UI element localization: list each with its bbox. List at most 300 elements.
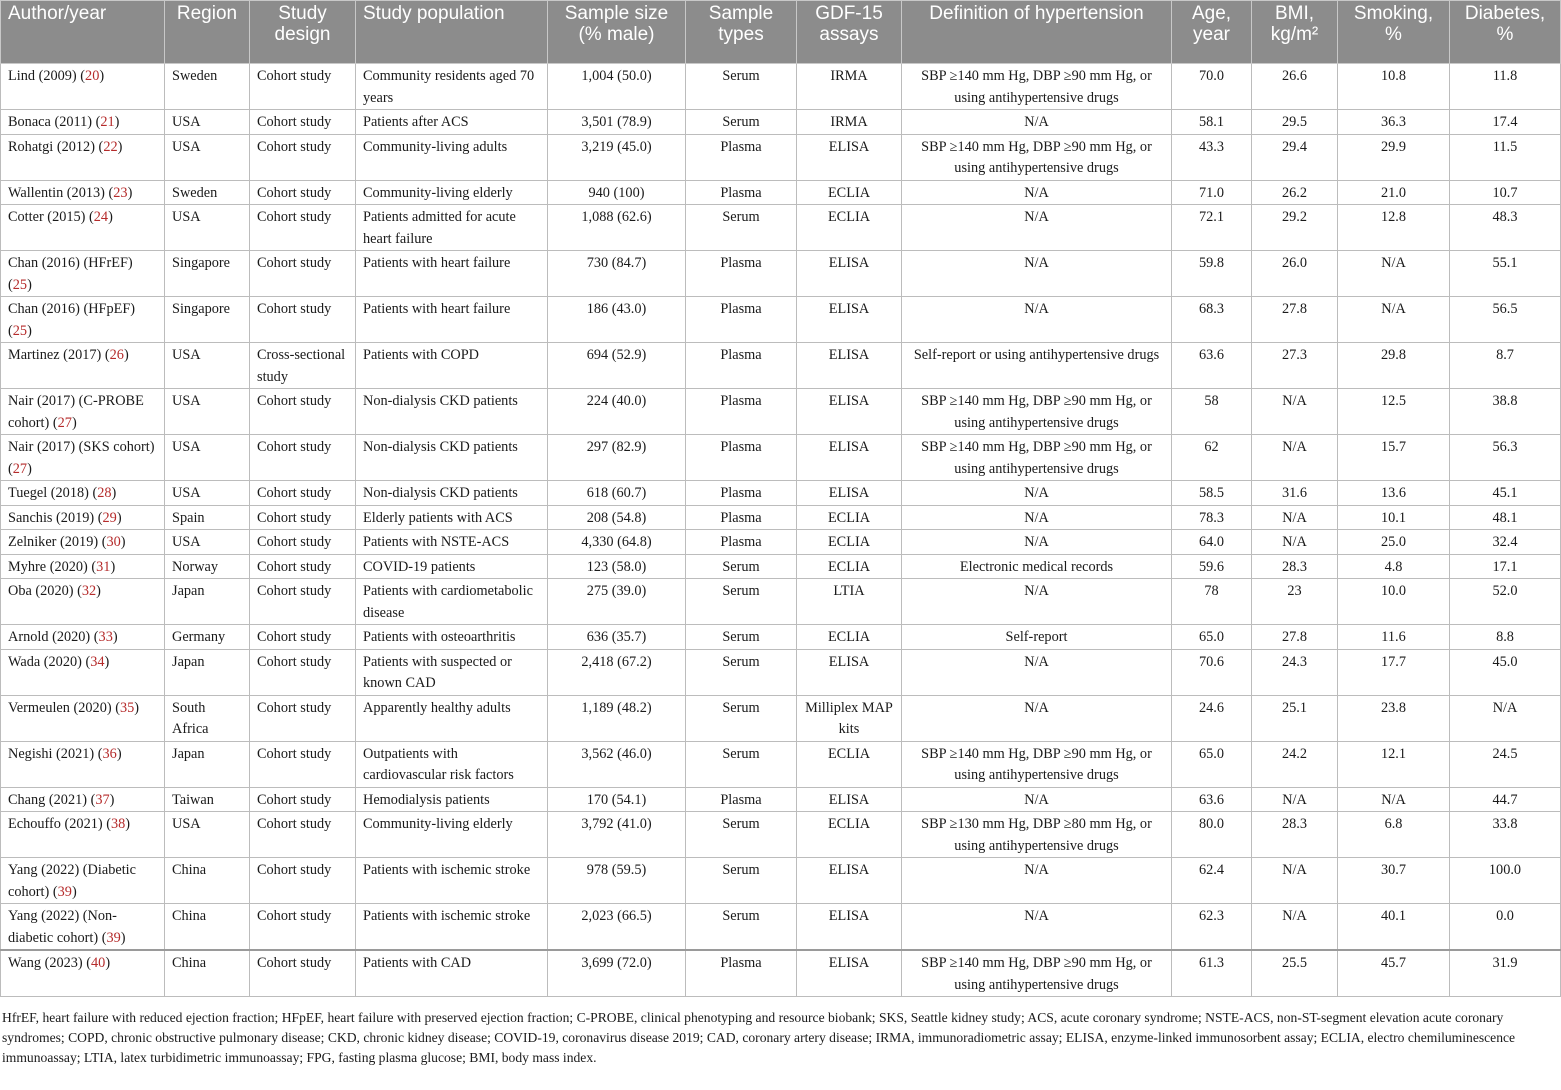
header-hypertension-definition: Definition of hypertension: [902, 1, 1172, 64]
cell-region: Taiwan: [165, 787, 250, 812]
cell-study-population: Patients with NSTE-ACS: [356, 530, 548, 555]
cell-diabetes: 44.7: [1450, 787, 1561, 812]
cell-author-year: Arnold (2020) (33): [1, 625, 165, 650]
cell-study-design: Cohort study: [250, 695, 356, 741]
cell-gdf15-assays: ELISA: [797, 343, 902, 389]
cell-bmi: 29.5: [1252, 110, 1338, 135]
header-bmi: BMI, kg/m²: [1252, 1, 1338, 64]
cell-bmi: 26.0: [1252, 251, 1338, 297]
cell-diabetes: 38.8: [1450, 389, 1561, 435]
cell-sample-size: 3,501 (78.9): [548, 110, 686, 135]
cell-hypertension-definition: N/A: [902, 858, 1172, 904]
table-row: [1, 625, 1561, 650]
cell-bmi: 26.2: [1252, 180, 1338, 205]
cell-smoking: 11.6: [1338, 625, 1450, 650]
cell-gdf15-assays: ELISA: [797, 649, 902, 695]
reference-link[interactable]: 36: [102, 745, 117, 762]
cell-hypertension-definition: SBP ≥140 mm Hg, DBP ≥90 mm Hg, or using antihypertensive drugs: [902, 741, 1172, 787]
cell-region: USA: [165, 530, 250, 555]
table-row: [1, 435, 1561, 481]
cell-smoking: 4.8: [1338, 554, 1450, 579]
cell-study-population: Patients with heart failure: [356, 251, 548, 297]
cell-region: USA: [165, 435, 250, 481]
cell-author-year: Oba (2020) (32): [1, 579, 165, 625]
cell-hypertension-definition: N/A: [902, 110, 1172, 135]
author-text: Cotter (2015): [8, 209, 86, 225]
cell-age: 58: [1172, 389, 1252, 435]
cell-age: 68.3: [1172, 297, 1252, 343]
cell-author-year: Lind (2009) (20): [1, 64, 165, 110]
cell-gdf15-assays: ELISA: [797, 134, 902, 180]
table-row: [1, 481, 1561, 506]
cell-sample-types: Serum: [686, 579, 797, 625]
table-row: [1, 530, 1561, 555]
cell-author-year: Martinez (2017) (26): [1, 343, 165, 389]
reference-link[interactable]: 37: [95, 791, 110, 808]
cell-sample-size: 275 (39.0): [548, 579, 686, 625]
reference-link[interactable]: 30: [106, 534, 121, 550]
table-row: [1, 389, 1561, 435]
cell-hypertension-definition: N/A: [902, 205, 1172, 251]
cell-author-year: Chan (2016) (HFrEF) (25): [1, 251, 165, 297]
table-row: [1, 787, 1561, 812]
cell-study-population: Non-dialysis CKD patients: [356, 389, 548, 435]
cell-smoking: 17.7: [1338, 649, 1450, 695]
cell-study-design: Cohort study: [250, 530, 356, 555]
cell-diabetes: 33.8: [1450, 812, 1561, 858]
reference-link[interactable]: 27: [57, 414, 72, 431]
cell-smoking: 10.8: [1338, 64, 1450, 110]
cell-gdf15-assays: IRMA: [797, 64, 902, 110]
cell-age: 70.6: [1172, 649, 1252, 695]
cell-bmi: 31.6: [1252, 481, 1338, 506]
header-region: Region: [165, 1, 250, 64]
cell-study-design: Cohort study: [250, 435, 356, 481]
author-text: Wallentin (2013): [8, 184, 105, 201]
author-text: Oba (2020): [8, 583, 74, 599]
reference-link[interactable]: 25: [12, 276, 28, 293]
cell-age: 62.3: [1172, 904, 1252, 951]
cell-region: USA: [165, 481, 250, 506]
table-row: [1, 904, 1561, 951]
cell-diabetes: 100.0: [1450, 858, 1561, 904]
cell-study-population: Patients admitted for acute heart failure: [356, 205, 548, 251]
cell-study-design: Cohort study: [250, 625, 356, 650]
reference-link[interactable]: 33: [98, 629, 113, 645]
cell-gdf15-assays: ELISA: [797, 904, 902, 951]
cell-study-design: Cohort study: [250, 858, 356, 904]
cell-region: Spain: [165, 505, 250, 530]
cell-study-population: Community-living elderly: [356, 812, 548, 858]
cell-hypertension-definition: N/A: [902, 904, 1172, 951]
cell-sample-size: 940 (100): [548, 180, 686, 205]
cell-study-design: Cohort study: [250, 950, 356, 997]
cell-study-population: Community-living elderly: [356, 180, 548, 205]
cell-sample-size: 123 (58.0): [548, 554, 686, 579]
cell-bmi: 28.3: [1252, 554, 1338, 579]
cell-sample-types: Serum: [686, 649, 797, 695]
table-row: [1, 554, 1561, 579]
cell-hypertension-definition: Electronic medical records: [902, 554, 1172, 579]
cell-sample-types: Serum: [686, 554, 797, 579]
cell-sample-types: Plasma: [686, 134, 797, 180]
cell-smoking: 12.5: [1338, 389, 1450, 435]
reference-link[interactable]: 24: [93, 209, 109, 225]
header-author-year: Author/year: [1, 1, 165, 64]
cell-sample-size: 297 (82.9): [548, 435, 686, 481]
cell-gdf15-assays: ELISA: [797, 297, 902, 343]
cell-gdf15-assays: ELISA: [797, 787, 902, 812]
table-header: [1, 1, 1561, 64]
reference-link[interactable]: 20: [85, 68, 100, 84]
cell-hypertension-definition: N/A: [902, 251, 1172, 297]
cell-gdf15-assays: ECLIA: [797, 530, 902, 555]
cell-study-population: Apparently healthy adults: [356, 695, 548, 741]
cell-author-year: Wallentin (2013) (23): [1, 180, 165, 205]
cell-study-design: Cohort study: [250, 579, 356, 625]
cell-bmi: N/A: [1252, 505, 1338, 530]
cell-diabetes: N/A: [1450, 695, 1561, 741]
reference-link[interactable]: 31: [96, 558, 111, 575]
table-row: [1, 251, 1561, 297]
cell-region: Germany: [165, 625, 250, 650]
table-row: [1, 812, 1561, 858]
cell-sample-types: Plasma: [686, 481, 797, 506]
author-text: Yang (2022) (Non-diabetic cohort): [8, 908, 117, 946]
cell-region: USA: [165, 343, 250, 389]
header-sample-types: Sample types: [686, 1, 797, 64]
table-row: [1, 505, 1561, 530]
cell-age: 63.6: [1172, 343, 1252, 389]
cell-study-population: Non-dialysis CKD patients: [356, 435, 548, 481]
cell-region: Sweden: [165, 64, 250, 110]
cell-sample-types: Plasma: [686, 389, 797, 435]
cell-hypertension-definition: N/A: [902, 649, 1172, 695]
reference-link[interactable]: 34: [90, 653, 105, 670]
cell-author-year: Sanchis (2019) (29): [1, 505, 165, 530]
cell-smoking: 21.0: [1338, 180, 1450, 205]
cell-diabetes: 45.0: [1450, 649, 1561, 695]
cell-study-design: Cohort study: [250, 505, 356, 530]
table-body: [1, 64, 1561, 997]
cell-author-year: Cotter (2015) (24): [1, 205, 165, 251]
author-text: Chang (2021): [8, 791, 88, 808]
table-row: [1, 110, 1561, 135]
cell-bmi: N/A: [1252, 787, 1338, 812]
cell-bmi: N/A: [1252, 435, 1338, 481]
cell-study-design: Cohort study: [250, 812, 356, 858]
cell-smoking: 30.7: [1338, 858, 1450, 904]
cell-age: 62: [1172, 435, 1252, 481]
reference-link[interactable]: 40: [91, 955, 106, 971]
cell-diabetes: 32.4: [1450, 530, 1561, 555]
reference-link[interactable]: 23: [113, 184, 128, 201]
cell-gdf15-assays: ECLIA: [797, 554, 902, 579]
cell-gdf15-assays: ELISA: [797, 389, 902, 435]
cell-region: Japan: [165, 649, 250, 695]
cell-author-year: Nair (2017) (C-PROBE cohort) (27): [1, 389, 165, 435]
author-text: Zelniker (2019): [8, 534, 99, 550]
cell-bmi: 24.3: [1252, 649, 1338, 695]
cell-bmi: 27.8: [1252, 297, 1338, 343]
cell-bmi: 24.2: [1252, 741, 1338, 787]
cell-sample-size: 978 (59.5): [548, 858, 686, 904]
cell-gdf15-assays: ELISA: [797, 481, 902, 506]
cell-sample-types: Serum: [686, 858, 797, 904]
cell-gdf15-assays: ELISA: [797, 858, 902, 904]
cell-author-year: Nair (2017) (SKS cohort) (27): [1, 435, 165, 481]
cell-age: 59.6: [1172, 554, 1252, 579]
reference-link[interactable]: 39: [106, 929, 121, 946]
cell-sample-size: 1,088 (62.6): [548, 205, 686, 251]
cell-smoking: 23.8: [1338, 695, 1450, 741]
author-text: Arnold (2020): [8, 629, 91, 645]
cell-author-year: Rohatgi (2012) (22): [1, 134, 165, 180]
cell-gdf15-assays: ELISA: [797, 435, 902, 481]
cell-study-design: Cohort study: [250, 389, 356, 435]
cell-study-design: Cohort study: [250, 297, 356, 343]
cell-bmi: 25.1: [1252, 695, 1338, 741]
cell-diabetes: 11.8: [1450, 64, 1561, 110]
cell-region: USA: [165, 110, 250, 135]
author-text: Rohatgi (2012): [8, 138, 95, 155]
cell-hypertension-definition: N/A: [902, 530, 1172, 555]
cell-diabetes: 11.5: [1450, 134, 1561, 180]
cell-study-population: Patients with ischemic stroke: [356, 858, 548, 904]
cell-smoking: 29.8: [1338, 343, 1450, 389]
cell-sample-types: Plasma: [686, 530, 797, 555]
author-text: Nair (2017) (C-PROBE cohort): [8, 393, 144, 431]
cell-hypertension-definition: Self-report: [902, 625, 1172, 650]
reference-link[interactable]: 35: [119, 699, 135, 716]
cell-gdf15-assays: ELISA: [797, 251, 902, 297]
cell-sample-size: 2,418 (67.2): [548, 649, 686, 695]
cell-sample-types: Plasma: [686, 787, 797, 812]
cell-hypertension-definition: N/A: [902, 787, 1172, 812]
cell-diabetes: 56.3: [1450, 435, 1561, 481]
cell-author-year: Myhre (2020) (31): [1, 554, 165, 579]
table-row: [1, 205, 1561, 251]
cell-sample-types: Plasma: [686, 505, 797, 530]
cell-hypertension-definition: SBP ≥140 mm Hg, DBP ≥90 mm Hg, or using antihypertensive drugs: [902, 950, 1172, 997]
cell-smoking: 15.7: [1338, 435, 1450, 481]
cell-study-design: Cohort study: [250, 205, 356, 251]
cell-study-population: Patients with osteoarthritis: [356, 625, 548, 650]
cell-sample-size: 224 (40.0): [548, 389, 686, 435]
cell-region: China: [165, 904, 250, 951]
cell-region: South Africa: [165, 695, 250, 741]
cell-region: USA: [165, 812, 250, 858]
cell-bmi: 26.6: [1252, 64, 1338, 110]
cell-age: 71.0: [1172, 180, 1252, 205]
cell-age: 78: [1172, 579, 1252, 625]
cell-age: 65.0: [1172, 625, 1252, 650]
cell-study-population: Hemodialysis patients: [356, 787, 548, 812]
cell-gdf15-assays: ECLIA: [797, 625, 902, 650]
cell-age: 63.6: [1172, 787, 1252, 812]
cell-sample-size: 730 (84.7): [548, 251, 686, 297]
cell-region: Japan: [165, 741, 250, 787]
cell-study-population: Patients with suspected or known CAD: [356, 649, 548, 695]
cell-study-population: Patients with COPD: [356, 343, 548, 389]
cell-study-design: Cohort study: [250, 64, 356, 110]
cell-smoking: N/A: [1338, 787, 1450, 812]
cell-diabetes: 56.5: [1450, 297, 1561, 343]
cell-author-year: Chan (2016) (HFpEF) (25): [1, 297, 165, 343]
cell-study-design: Cohort study: [250, 110, 356, 135]
cell-study-population: Non-dialysis CKD patients: [356, 481, 548, 506]
cell-study-design: Cohort study: [250, 180, 356, 205]
cell-sample-types: Plasma: [686, 180, 797, 205]
author-text: Tuegel (2018): [8, 485, 89, 501]
table-row: [1, 741, 1561, 787]
cell-author-year: Wang (2023) (40): [1, 950, 165, 997]
reference-link[interactable]: 27: [12, 460, 28, 477]
cell-bmi: N/A: [1252, 858, 1338, 904]
author-text: Nair (2017) (SKS cohort): [8, 439, 155, 455]
cell-smoking: 25.0: [1338, 530, 1450, 555]
cell-bmi: N/A: [1252, 530, 1338, 555]
table-row: [1, 950, 1561, 997]
cell-author-year: Chang (2021) (37): [1, 787, 165, 812]
cell-diabetes: 10.7: [1450, 180, 1561, 205]
author-text: Myhre (2020): [8, 558, 88, 575]
cell-smoking: 36.3: [1338, 110, 1450, 135]
header-smoking: Smoking, %: [1338, 1, 1450, 64]
cell-hypertension-definition: SBP ≥140 mm Hg, DBP ≥90 mm Hg, or using antihypertensive drugs: [902, 389, 1172, 435]
cell-bmi: N/A: [1252, 389, 1338, 435]
table-row: [1, 180, 1561, 205]
cell-sample-types: Serum: [686, 205, 797, 251]
cell-author-year: Bonaca (2011) (21): [1, 110, 165, 135]
author-text: Yang (2022) (Diabetic cohort): [8, 862, 136, 900]
author-text: Chan (2016) (HFrEF): [8, 255, 133, 271]
cell-study-population: Patients after ACS: [356, 110, 548, 135]
cell-hypertension-definition: SBP ≥140 mm Hg, DBP ≥90 mm Hg, or using antihypertensive drugs: [902, 134, 1172, 180]
reference-link[interactable]: 28: [97, 485, 112, 501]
cell-diabetes: 17.4: [1450, 110, 1561, 135]
cell-sample-size: 1,004 (50.0): [548, 64, 686, 110]
cell-author-year: Wada (2020) (34): [1, 649, 165, 695]
cell-sample-types: Plasma: [686, 950, 797, 997]
table-row: [1, 343, 1561, 389]
reference-link[interactable]: 26: [109, 347, 124, 363]
cell-sample-size: 4,330 (64.8): [548, 530, 686, 555]
cell-hypertension-definition: N/A: [902, 180, 1172, 205]
author-text: Chan (2016) (HFpEF): [8, 301, 136, 317]
cell-sample-types: Serum: [686, 695, 797, 741]
cell-bmi: 29.4: [1252, 134, 1338, 180]
cell-age: 72.1: [1172, 205, 1252, 251]
cell-study-design: Cohort study: [250, 481, 356, 506]
cell-gdf15-assays: IRMA: [797, 110, 902, 135]
table-row: [1, 579, 1561, 625]
cell-region: Singapore: [165, 297, 250, 343]
cell-age: 59.8: [1172, 251, 1252, 297]
cell-sample-size: 636 (35.7): [548, 625, 686, 650]
cell-region: China: [165, 950, 250, 997]
cell-study-design: Cohort study: [250, 554, 356, 579]
table-row: [1, 297, 1561, 343]
cell-smoking: 29.9: [1338, 134, 1450, 180]
cell-smoking: 10.0: [1338, 579, 1450, 625]
author-text: Bonaca (2011): [8, 114, 93, 130]
cell-smoking: 10.1: [1338, 505, 1450, 530]
cell-smoking: N/A: [1338, 251, 1450, 297]
cell-diabetes: 24.5: [1450, 741, 1561, 787]
cell-sample-types: Serum: [686, 741, 797, 787]
cell-age: 58.5: [1172, 481, 1252, 506]
cell-sample-types: Serum: [686, 64, 797, 110]
header-row: [1, 1, 1561, 64]
cell-sample-types: Plasma: [686, 435, 797, 481]
cell-sample-size: 208 (54.8): [548, 505, 686, 530]
cell-gdf15-assays: ECLIA: [797, 505, 902, 530]
author-text: Sanchis (2019): [8, 509, 95, 526]
table-row: [1, 695, 1561, 741]
cell-diabetes: 17.1: [1450, 554, 1561, 579]
cell-study-population: Elderly patients with ACS: [356, 505, 548, 530]
cell-study-design: Cohort study: [250, 787, 356, 812]
reference-link[interactable]: 29: [102, 509, 117, 526]
author-text: Wada (2020): [8, 653, 82, 670]
cell-study-population: Patients with cardiometabolic disease: [356, 579, 548, 625]
reference-link[interactable]: 38: [110, 816, 126, 832]
cell-age: 64.0: [1172, 530, 1252, 555]
reference-link[interactable]: 25: [12, 322, 28, 339]
cell-hypertension-definition: N/A: [902, 695, 1172, 741]
reference-link[interactable]: 39: [57, 883, 72, 900]
table-row: [1, 64, 1561, 110]
cell-bmi: 27.8: [1252, 625, 1338, 650]
cell-age: 80.0: [1172, 812, 1252, 858]
cell-gdf15-assays: ECLIA: [797, 205, 902, 251]
author-text: Lind (2009): [8, 68, 77, 84]
cell-study-population: Community residents aged 70 years: [356, 64, 548, 110]
cell-study-design: Cohort study: [250, 904, 356, 951]
cell-smoking: 40.1: [1338, 904, 1450, 951]
cell-sample-types: Serum: [686, 110, 797, 135]
cell-region: USA: [165, 389, 250, 435]
table-row: [1, 858, 1561, 904]
cell-region: Sweden: [165, 180, 250, 205]
author-text: Martinez (2017): [8, 347, 102, 363]
header-diabetes: Diabetes, %: [1450, 1, 1561, 64]
cell-study-design: Cohort study: [250, 134, 356, 180]
cell-study-population: Outpatients with cardiovascular risk factors: [356, 741, 548, 787]
reference-link[interactable]: 22: [103, 138, 118, 155]
cell-gdf15-assays: ECLIA: [797, 180, 902, 205]
cell-age: 24.6: [1172, 695, 1252, 741]
cell-bmi: 28.3: [1252, 812, 1338, 858]
cell-sample-size: 3,219 (45.0): [548, 134, 686, 180]
reference-link[interactable]: 21: [100, 114, 115, 130]
cell-hypertension-definition: N/A: [902, 297, 1172, 343]
header-gdf15-assays: GDF-15 assays: [797, 1, 902, 64]
cell-study-design: Cohort study: [250, 649, 356, 695]
cell-smoking: N/A: [1338, 297, 1450, 343]
cell-hypertension-definition: SBP ≥140 mm Hg, DBP ≥90 mm Hg, or using antihypertensive drugs: [902, 64, 1172, 110]
cell-diabetes: 55.1: [1450, 251, 1561, 297]
cell-sample-types: Serum: [686, 904, 797, 951]
reference-link[interactable]: 32: [81, 583, 97, 599]
table-row: [1, 649, 1561, 695]
cell-gdf15-assays: LTIA: [797, 579, 902, 625]
cell-diabetes: 45.1: [1450, 481, 1561, 506]
cell-sample-size: 3,562 (46.0): [548, 741, 686, 787]
cell-author-year: Zelniker (2019) (30): [1, 530, 165, 555]
cell-sample-size: 694 (52.9): [548, 343, 686, 389]
